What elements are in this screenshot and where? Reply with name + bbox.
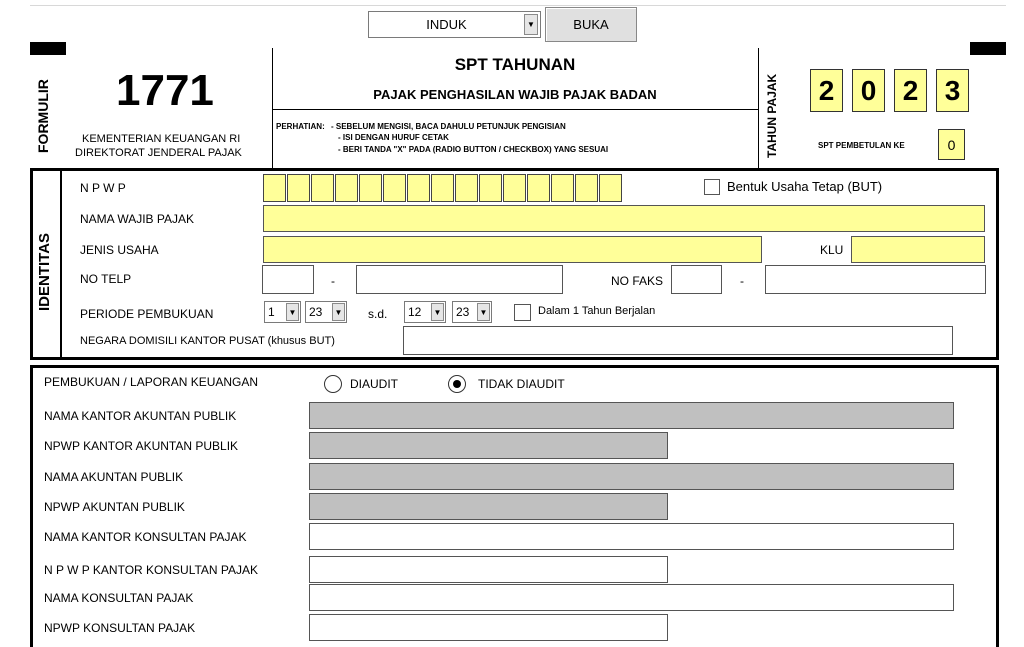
- chevron-down-icon: ▼: [286, 303, 299, 321]
- ministry-line1: KEMENTERIAN KEUANGAN RI: [82, 133, 241, 145]
- npwp-digit[interactable]: [431, 174, 454, 202]
- telp-area-field[interactable]: [262, 265, 314, 294]
- npwp-digit[interactable]: [599, 174, 622, 202]
- nama-kap-field[interactable]: [309, 402, 954, 429]
- klu-field[interactable]: [851, 236, 985, 263]
- npwp-digit[interactable]: [551, 174, 574, 202]
- dalam-tahun-label: Dalam 1 Tahun Berjalan: [538, 305, 656, 317]
- npwp-digit[interactable]: [527, 174, 550, 202]
- npwp-kap-label: NPWP KANTOR AKUNTAN PUBLIK: [44, 439, 239, 453]
- npwp-label: N P W P: [80, 181, 126, 195]
- period-to-year-select[interactable]: [452, 301, 492, 323]
- form-type-dropdown[interactable]: [368, 11, 541, 38]
- but-label: Bentuk Usaha Tetap (BUT): [727, 179, 883, 194]
- npwp-digit[interactable]: [479, 174, 502, 202]
- diaudit-radio[interactable]: [324, 375, 342, 393]
- npwp-digit[interactable]: [311, 174, 334, 202]
- npwp-digit[interactable]: [287, 174, 310, 202]
- chevron-down-icon: ▼: [431, 303, 444, 321]
- notice-label: PERHATIAN:: [276, 122, 325, 131]
- form-type-value: INDUK: [426, 17, 467, 32]
- no-telp-label: NO TELP: [80, 272, 132, 286]
- npwp-digit[interactable]: [455, 174, 478, 202]
- year-digit-1[interactable]: 2: [810, 69, 843, 112]
- form-title: SPT TAHUNAN: [454, 55, 576, 74]
- faks-dash: -: [740, 274, 744, 288]
- but-checkbox[interactable]: [704, 179, 720, 195]
- chevron-down-icon: ▼: [524, 14, 538, 35]
- no-faks-label: NO FAKS: [611, 274, 664, 288]
- year-digit-3[interactable]: 2: [894, 69, 927, 112]
- pembetulan-label: SPT PEMBETULAN KE: [818, 141, 905, 150]
- nama-konsultan-field[interactable]: [309, 584, 954, 611]
- jenis-usaha-field[interactable]: [263, 236, 762, 263]
- header-divider-right: [758, 48, 759, 168]
- formulir-label: FORMULIR: [35, 79, 51, 153]
- notice-line-2: - ISI DENGAN HURUF CETAK: [338, 133, 449, 142]
- faks-number-field[interactable]: [765, 265, 986, 294]
- identitas-divider: [60, 170, 62, 358]
- nama-ap-field[interactable]: [309, 463, 954, 490]
- year-digit-2[interactable]: 0: [852, 69, 885, 112]
- corner-marker-right: [970, 42, 1006, 55]
- corner-marker-left: [30, 42, 66, 55]
- form-number: 1771: [116, 66, 214, 115]
- tidak-diaudit-radio[interactable]: [448, 375, 466, 393]
- nama-kap-label: NAMA KANTOR AKUNTAN PUBLIK: [44, 409, 237, 423]
- ministry-line2: DIREKTORAT JENDERAL PAJAK: [75, 147, 242, 159]
- period-to-year-value: 23: [456, 305, 470, 319]
- npwp-konsultan-field[interactable]: [309, 614, 668, 641]
- sd-label: s.d.: [368, 307, 388, 321]
- diaudit-label: DIAUDIT: [350, 377, 398, 391]
- npwp-ap-label: NPWP AKUNTAN PUBLIK: [44, 500, 185, 514]
- npwp-digit[interactable]: [407, 174, 430, 202]
- npwp-digit[interactable]: [503, 174, 526, 202]
- period-from-month-select[interactable]: [264, 301, 301, 323]
- nama-kkp-field[interactable]: [309, 523, 954, 550]
- radio-selected-dot: [453, 380, 461, 388]
- pembetulan-field[interactable]: 0: [938, 129, 965, 160]
- period-to-month-select[interactable]: [404, 301, 446, 323]
- telp-dash: -: [331, 274, 335, 288]
- npwp-digit[interactable]: [383, 174, 406, 202]
- npwp-digit[interactable]: [263, 174, 286, 202]
- period-from-year-value: 23: [309, 305, 323, 319]
- jenis-usaha-label: JENIS USAHA: [80, 243, 159, 257]
- npwp-ap-field[interactable]: [309, 493, 668, 520]
- notice-line-3: - BERI TANDA "X" PADA (RADIO BUTTON / CHECKBOX) YANG SESUAI: [338, 145, 609, 154]
- notice-line-1: - SEBELUM MENGISI, BACA DAHULU PETUNJUK PENGISIAN: [331, 122, 566, 131]
- top-divider: [30, 5, 1006, 6]
- period-from-month-value: 1: [268, 305, 275, 319]
- chevron-down-icon: ▼: [477, 303, 490, 321]
- tahun-pajak-label: TAHUN PAJAK: [765, 73, 779, 158]
- npwp-konsultan-label: NPWP KONSULTAN PAJAK: [44, 621, 196, 635]
- npwp-digit[interactable]: [359, 174, 382, 202]
- klu-label: KLU: [820, 243, 844, 257]
- dalam-tahun-checkbox[interactable]: [514, 304, 531, 321]
- chevron-down-icon: ▼: [332, 303, 345, 321]
- period-to-month-value: 12: [408, 305, 422, 319]
- nama-wajib-pajak-label: NAMA WAJIB PAJAK: [80, 212, 195, 226]
- pembukuan-label: PEMBUKUAN / LAPORAN KEUANGAN: [44, 375, 259, 389]
- nama-konsultan-label: NAMA KONSULTAN PAJAK: [44, 591, 194, 605]
- identitas-label: IDENTITAS: [36, 232, 53, 311]
- npwp-digit[interactable]: [575, 174, 598, 202]
- year-digit-4[interactable]: 3: [936, 69, 969, 112]
- faks-area-field[interactable]: [671, 265, 722, 294]
- open-button[interactable]: BUKA: [545, 7, 637, 42]
- npwp-kap-field[interactable]: [309, 432, 668, 459]
- header-title-divider: [272, 109, 758, 110]
- nama-kkp-label: NAMA KANTOR KONSULTAN PAJAK: [44, 530, 247, 544]
- telp-number-field[interactable]: [356, 265, 563, 294]
- periode-label: PERIODE PEMBUKUAN: [80, 307, 214, 321]
- negara-domisili-label: NEGARA DOMISILI KANTOR PUSAT (khusus BUT): [80, 335, 335, 347]
- nama-ap-label: NAMA AKUNTAN PUBLIK: [44, 470, 184, 484]
- period-from-year-select[interactable]: [305, 301, 347, 323]
- form-subtitle: PAJAK PENGHASILAN WAJIB PAJAK BADAN: [373, 87, 657, 102]
- npwp-kkp-label: N P W P KANTOR KONSULTAN PAJAK: [44, 563, 259, 577]
- tidak-diaudit-label: TIDAK DIAUDIT: [478, 377, 565, 391]
- negara-domisili-field[interactable]: [403, 326, 953, 355]
- npwp-digit[interactable]: [335, 174, 358, 202]
- npwp-kkp-field[interactable]: [309, 556, 668, 583]
- nama-wajib-pajak-field[interactable]: [263, 205, 985, 232]
